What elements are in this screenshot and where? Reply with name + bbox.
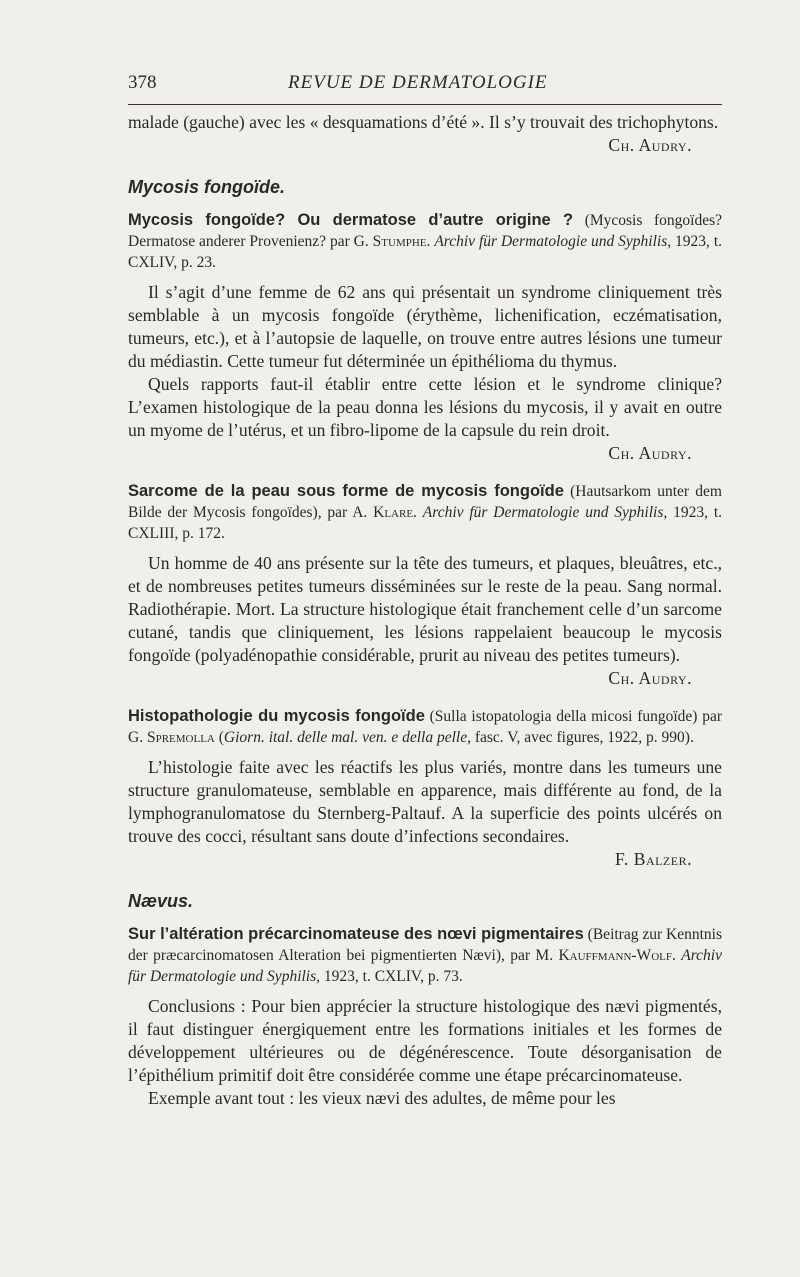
author-name: Klare [373, 504, 414, 521]
entry-paragraph: Conclusions : Pour bien apprécier la structure histologique des nævi pigmentés, il faut distinguer énergiquement entre les formations initiales et les formes de développement ultérieures ou de dégénérescence. Toute désorganisation de l’épithélium primitif doit être considérée comme une étape précarcinomateuse. [128, 996, 722, 1085]
author-name: Spremolla [146, 729, 215, 746]
signature: Ch. Audry. [608, 443, 692, 463]
review-entry [128, 481, 722, 690]
journal-name: Archiv für Dermatologie und Syphilis, [422, 504, 668, 521]
entry-paragraph: Exemple avant tout : les vieux nævi des adultes, de même pour les [148, 1088, 616, 1108]
continuation-text: malade (gauche) avec les « desquamations d’été ». Il s’y trouvait des trichophytons. [128, 112, 719, 132]
journal-name: Archiv für Dermatologie und Syphilis, [434, 233, 672, 250]
journal-title: REVUE DE DERMATOLOGIE [288, 72, 548, 93]
author-name: Stumphe [372, 233, 427, 250]
entry-title: Mycosis fongoïde? Ou dermatose d’autre origine ? [128, 211, 574, 229]
entry-title: Sur l’altération précarcinomateuse des nœvi pigmentaires [128, 925, 584, 943]
section-title-naevus: Nævus. [128, 891, 194, 911]
page [128, 72, 722, 1110]
signature: Ch. Audry. [608, 135, 692, 155]
running-head [128, 72, 722, 100]
review-entry [128, 706, 722, 871]
entry-paragraph: Quels rapports faut-il établir entre cette lésion et le syndrome clinique? L’examen histologique de la peau donna les lésions du mycosis, il y avait en outre un myome de l’utérus, et un fibro-lipome de la capsule du rein droit. [128, 374, 722, 440]
author-name: Kauffmann-Wolf [558, 947, 672, 964]
entry-reference: Mycosis fongoïde? Ou dermatose d’autre origine ? (Mycosis fongoïdes? Dermatose anderer Provenienz? par G. Stumphe. Archiv für Dermatologie und Syphilis, 1923, t. CXLIV, p. 23. [128, 211, 722, 271]
signature: Ch. Audry. [608, 668, 692, 688]
entry-reference: Histopathologie du mycosis fongoïde (Sulla istopatologia della micosi fungoïde) par G. Spremolla (Giorn. ital. delle mal. ven. e della pelle, fasc. V, avec figures, 1922, p. 990). [128, 707, 722, 746]
entry-reference: Sur l’altération précarcinomateuse des nœvi pigmentaires (Beitrag zur Kenntnis der præcarcinomatosen Alteration bei pigmentierten Nævi), par M. Kauffmann-Wolf. Archiv für Dermatologie und Syphilis, 1923, t. CXLIV, p. 73. [128, 925, 722, 985]
signature: F. Balzer. [615, 849, 692, 869]
journal-name: Archiv für Dermatologie und Syphilis, [128, 947, 722, 985]
entry-title: Sarcome de la peau sous forme de mycosis fongoïde [128, 482, 564, 500]
entry-title: Histopathologie du mycosis fongoïde [128, 707, 425, 725]
section-title-mycosis: Mycosis fongoïde. [128, 177, 286, 197]
entry-paragraph: L’histologie faite avec les réactifs les plus variés, montre dans les tumeurs une structure granulomateuse, semblable en apparence, mais différente au fond, de la lymphogranulomatose du Sternberg-Paltauf. A la superficie des points ulcérés on trouve des cocci, résultant sans doute d’infections secondaires. [128, 757, 722, 846]
journal-name: Giorn. ital. delle mal. ven. e della pelle, [223, 729, 471, 746]
review-entry [128, 924, 722, 1110]
review-entry [128, 210, 722, 465]
page-number: 378 [128, 72, 157, 93]
entry-paragraph: Un homme de 40 ans présente sur la tête des tumeurs, et plaques, bleuâtres, etc., et de nombreuses petites tumeurs disséminées sur le reste de la peau. Sang normal. Radiothérapie. Mort. La structure histologique était franchement celle d’un sarcome cutané, tandis que cliniquement, les lésions rappelaient beaucoup le mycosis fongoïde (polyadénopathie considérable, prurit au niveau des petites tumeurs). [128, 553, 722, 665]
entry-paragraph: Il s’agit d’une femme de 62 ans qui présentait un syndrome cliniquement très semblable à un mycosis fongoïde (érythème, lichenification, eczématisation, tumeurs, etc.), et à l’autopsie de laquelle, on trouve entre autres lésions une tumeur du médiastin. Cette tumeur fut déterminée un épithélioma du thymus. [128, 282, 722, 371]
header-rule [128, 104, 722, 105]
entry-reference: Sarcome de la peau sous forme de mycosis fongoïde (Hautsarkom unter dem Bilde der Mycosis fongoïdes), par A. Klare. Archiv für Dermatologie und Syphilis, 1923, t. CXLIII, p. 172. [128, 482, 723, 542]
